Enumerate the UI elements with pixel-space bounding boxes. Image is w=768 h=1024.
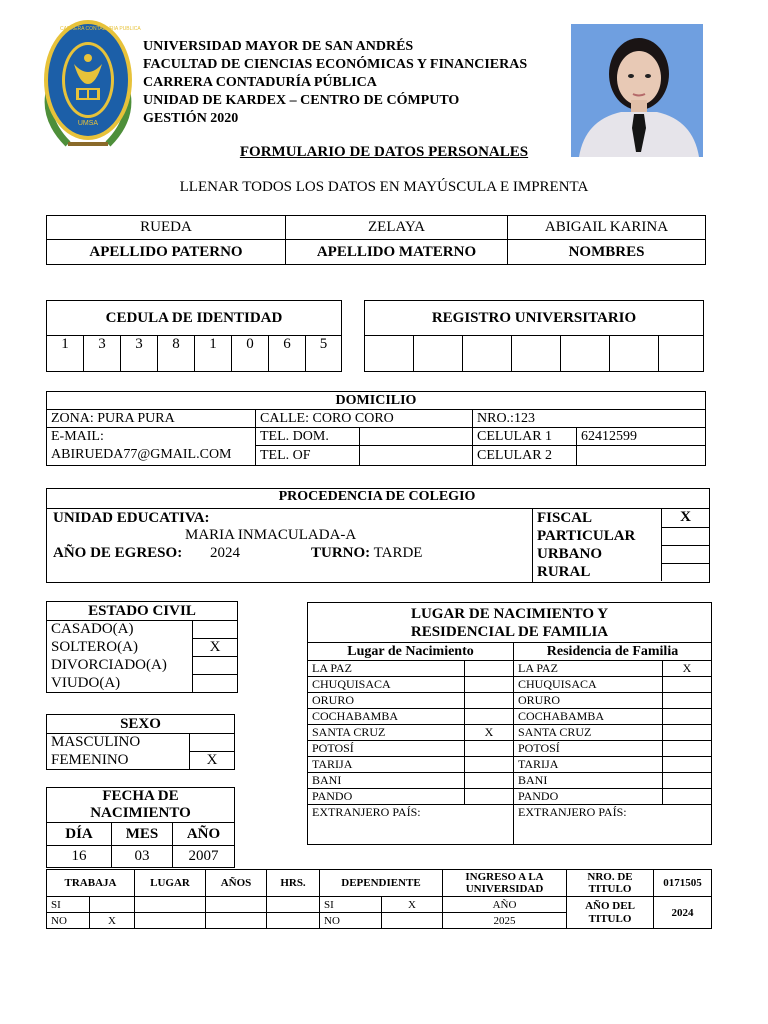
cedula-digit[interactable]: 3 (84, 336, 121, 372)
colegio-title: PROCEDENCIA DE COLEGIO (278, 489, 476, 504)
estado-civil-table (46, 601, 238, 693)
turno-group (311, 545, 422, 562)
cedula-digit[interactable]: 3 (121, 336, 158, 372)
registro-digit[interactable] (610, 336, 659, 372)
sexo-masculino-mark[interactable] (190, 734, 235, 752)
nacimiento-place: ORURO (308, 693, 465, 709)
cedula-table (46, 300, 342, 372)
header-line: CARRERA CONTADURÍA PÚBLICA (143, 75, 377, 90)
nombres-label: NOMBRES (508, 240, 706, 265)
residencia-place: PANDO (514, 789, 663, 805)
apellido-paterno-value[interactable]: RUEDA (47, 216, 286, 240)
anos-field[interactable] (206, 897, 267, 913)
residencia-place: BANI (514, 773, 663, 789)
cedula-digit[interactable]: 5 (306, 336, 342, 372)
registro-digit[interactable] (659, 336, 704, 372)
header-line: UNIDAD DE KARDEX – CENTRO DE CÓMPUTO (143, 93, 460, 108)
sexo-femenino-label: FEMENINO (47, 752, 190, 770)
cedula-label: CEDULA DE IDENTIDAD (47, 301, 342, 336)
lugar-row (308, 677, 712, 693)
sexo-title: SEXO (47, 715, 235, 734)
ingreso-ano-label: AÑO (443, 897, 567, 913)
residencia-mark[interactable] (663, 677, 712, 693)
lugar-row (308, 789, 712, 805)
form-instruction: LLENAR TODOS LOS DATOS EN MAYÚSCULA E IMPRENTA (179, 179, 589, 195)
lugar-title-line1: LUGAR DE NACIMIENTO Y (410, 605, 609, 622)
hrs-field-2[interactable] (267, 913, 320, 929)
zona-field[interactable]: ZONA: PURA PURA (47, 410, 256, 428)
registro-digit[interactable] (463, 336, 512, 372)
type-particular-mark[interactable] (662, 527, 710, 545)
lugar-nacimiento-header: Lugar de Nacimiento (308, 643, 514, 661)
lugar-row (308, 661, 712, 677)
tel-dom-field[interactable] (360, 428, 473, 446)
nro-titulo-value[interactable]: 0171505 (654, 870, 712, 897)
ingreso-header: INGRESO A LA UNIVERSIDAD (443, 870, 567, 897)
lugar-row (308, 741, 712, 757)
lugar-header: LUGAR (135, 870, 206, 897)
anos-header: AÑOS (206, 870, 267, 897)
dep-no-mark[interactable] (382, 913, 443, 929)
residencia-place: CHUQUISACA (514, 677, 663, 693)
cedula-digit[interactable]: 8 (158, 336, 195, 372)
nacimiento-place: PANDO (308, 789, 465, 805)
type-rural-label: RURAL (537, 563, 591, 580)
tel-dom-label: TEL. DOM. (256, 428, 360, 446)
type-fiscal-mark[interactable]: X (662, 509, 710, 527)
estado-divorciado-label: DIVORCIADO(A) (47, 657, 193, 675)
cedula-digit[interactable]: 1 (47, 336, 84, 372)
nacimiento-place: CHUQUISACA (308, 677, 465, 693)
residencia-place: SANTA CRUZ (514, 725, 663, 741)
anos-field-2[interactable] (206, 913, 267, 929)
nacimiento-mark[interactable] (465, 789, 514, 805)
trabaja-no-label: NO (47, 913, 90, 929)
apellido-paterno-label: APELLIDO PATERNO (47, 240, 286, 265)
residencia-mark[interactable] (663, 773, 712, 789)
estado-soltero-mark[interactable]: X (193, 639, 238, 657)
hrs-header: HRS. (267, 870, 320, 897)
nacimiento-mark[interactable] (465, 741, 514, 757)
residencia-mark[interactable] (663, 725, 712, 741)
sexo-femenino-mark[interactable]: X (190, 752, 235, 770)
mes-label: MES (112, 823, 173, 846)
nacimiento-mark[interactable] (465, 693, 514, 709)
ano-field[interactable]: 2007 (173, 846, 235, 868)
header-line: GESTIÓN 2020 (143, 111, 239, 126)
student-photo (571, 24, 703, 157)
residencia-mark[interactable] (663, 693, 712, 709)
logo-text-bottom: UMSA (77, 120, 99, 127)
residencia-header: Residencia de Familia (514, 643, 712, 661)
lugar-field[interactable] (135, 897, 206, 913)
form-title: FORMULARIO DE DATOS PERSONALES (239, 144, 529, 160)
nacimiento-mark[interactable] (465, 661, 514, 677)
email-field[interactable]: ABIRUEDA77@GMAIL.COM (47, 446, 256, 466)
colegio-type-table (533, 509, 710, 581)
cedula-digit[interactable]: 6 (269, 336, 306, 372)
unidad-field[interactable]: MARIA INMACULADA-A (185, 527, 357, 543)
celular1-label: CELULAR 1 (473, 428, 577, 446)
extranjero-residencia[interactable]: EXTRANJERO PAÍS: (514, 805, 712, 845)
celular2-label: CELULAR 2 (473, 446, 577, 466)
registro-digit[interactable] (414, 336, 463, 372)
ano-titulo-value[interactable]: 2024 (654, 897, 712, 929)
nacimiento-place: BANI (308, 773, 465, 789)
type-rural-mark[interactable] (662, 563, 710, 581)
nacimiento-place: COCHABAMBA (308, 709, 465, 725)
estado-viudo-label: VIUDO(A) (47, 675, 193, 693)
celular2-field[interactable] (577, 446, 706, 466)
dependiente-header: DEPENDIENTE (320, 870, 443, 897)
header-block (143, 38, 527, 128)
apellido-materno-label: APELLIDO MATERNO (286, 240, 508, 265)
lugar-row (308, 757, 712, 773)
registro-digit[interactable] (512, 336, 561, 372)
registro-table (364, 300, 704, 372)
sexo-table (46, 714, 235, 770)
tel-of-field[interactable] (360, 446, 473, 466)
mes-field[interactable]: 03 (112, 846, 173, 868)
header-line: UNIVERSIDAD MAYOR DE SAN ANDRÉS (143, 39, 414, 54)
domicilio-table (46, 391, 706, 466)
nacimiento-mark[interactable]: X (465, 725, 514, 741)
nacimiento-place: POTOSÍ (308, 741, 465, 757)
residencia-place: LA PAZ (514, 661, 663, 677)
lugar-row (308, 773, 712, 789)
turno-field[interactable]: TARDE (373, 545, 423, 561)
residencia-place: COCHABAMBA (514, 709, 663, 725)
nro-field[interactable]: NRO.:123 (473, 410, 706, 428)
tel-of-label: TEL. OF (256, 446, 360, 466)
trabaja-no-mark[interactable]: X (90, 913, 135, 929)
residencia-place: TARIJA (514, 757, 663, 773)
logo-text-top: CARRERA CONTADURIA PUBLICA (60, 26, 141, 32)
nacimiento-place: SANTA CRUZ (308, 725, 465, 741)
lugar-title-line2: RESIDENCIAL DE FAMILIA (410, 623, 609, 640)
egreso-field[interactable]: 2024 (210, 545, 240, 561)
dep-si-mark[interactable]: X (382, 897, 443, 913)
residencia-mark[interactable] (663, 757, 712, 773)
hrs-field[interactable] (267, 897, 320, 913)
apellido-materno-value[interactable]: ZELAYA (286, 216, 508, 240)
trabajo-table (46, 869, 712, 929)
celular1-field[interactable]: 62412599 (577, 428, 706, 446)
ano-titulo-header: AÑO DEL TITULO (567, 897, 654, 929)
lugar-field-2[interactable] (135, 913, 206, 929)
residencia-mark[interactable] (663, 709, 712, 725)
type-particular-label: PARTICULAR (537, 527, 636, 544)
estado-divorciado-mark[interactable] (193, 657, 238, 675)
nacimiento-place: TARIJA (308, 757, 465, 773)
lugar-table (307, 602, 712, 845)
fecha-title: FECHA DE NACIMIENTO (47, 788, 235, 823)
estado-viudo-mark[interactable] (193, 675, 238, 693)
domicilio-title: DOMICILIO (47, 392, 706, 410)
header-line: FACULTAD DE CIENCIAS ECONÓMICAS Y FINANCIERAS (143, 57, 528, 72)
university-logo (38, 18, 141, 152)
ingreso-ano-value[interactable]: 2025 (443, 913, 567, 929)
registro-digit[interactable] (561, 336, 610, 372)
dia-label: DÍA (47, 823, 112, 846)
estado-casado-label: CASADO(A) (47, 621, 193, 639)
registro-label: REGISTRO UNIVERSITARIO (365, 301, 704, 336)
dep-no-label: NO (320, 913, 382, 929)
nombres-value[interactable]: ABIGAIL KARINA (508, 216, 706, 240)
trabaja-si-label: SI (47, 897, 90, 913)
fecha-nacimiento-table (46, 787, 235, 868)
email-label: E-MAIL: (47, 428, 256, 446)
type-fiscal-label: FISCAL (533, 509, 662, 527)
nacimiento-mark[interactable] (465, 757, 514, 773)
turno-label: TURNO: (311, 545, 371, 561)
extranjero-nacimiento[interactable]: EXTRANJERO PAÍS: (308, 805, 514, 845)
lugar-row (308, 709, 712, 725)
estado-casado-mark[interactable] (193, 621, 238, 639)
lugar-row (308, 725, 712, 741)
egreso-label: AÑO DE EGRESO: (53, 545, 183, 561)
sexo-masculino-label: MASCULINO (47, 734, 190, 752)
trabaja-si-mark[interactable] (90, 897, 135, 913)
nacimiento-mark[interactable] (465, 773, 514, 789)
dep-si-label: SI (320, 897, 382, 913)
ano-label: AÑO (173, 823, 235, 846)
lugar-row (308, 693, 712, 709)
residencia-mark[interactable] (663, 789, 712, 805)
nacimiento-place: LA PAZ (308, 661, 465, 677)
type-urbano-mark[interactable] (662, 545, 710, 563)
residencia-place: ORURO (514, 693, 663, 709)
residencia-mark[interactable] (663, 741, 712, 757)
cedula-digit[interactable]: 1 (195, 336, 232, 372)
unidad-label: UNIDAD EDUCATIVA: (53, 510, 210, 526)
nacimiento-mark[interactable] (465, 677, 514, 693)
cedula-digit[interactable]: 0 (232, 336, 269, 372)
type-urbano-label: URBANO (537, 545, 603, 562)
lugar-title (308, 603, 712, 643)
estado-soltero-label: SOLTERO(A) (47, 639, 193, 657)
estado-civil-title: ESTADO CIVIL (47, 602, 238, 621)
trabaja-header: TRABAJA (47, 870, 135, 897)
dia-field[interactable]: 16 (47, 846, 112, 868)
nro-titulo-header: NRO. DE TITULO (567, 870, 654, 897)
nacimiento-mark[interactable] (465, 709, 514, 725)
residencia-place: POTOSÍ (514, 741, 663, 757)
residencia-mark[interactable]: X (663, 661, 712, 677)
calle-field[interactable]: CALLE: CORO CORO (256, 410, 473, 428)
registro-digit[interactable] (365, 336, 414, 372)
names-table (46, 215, 706, 265)
